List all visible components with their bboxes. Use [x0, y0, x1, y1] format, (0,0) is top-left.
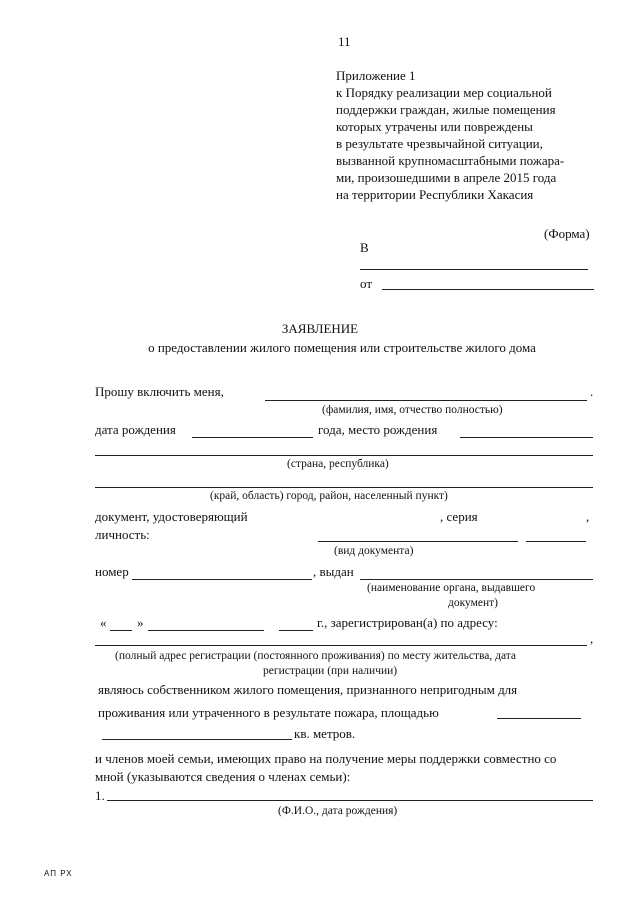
footer-code: АП РХ: [44, 869, 73, 878]
country-field[interactable]: [95, 455, 593, 456]
to-prefix: В: [360, 240, 369, 255]
request-text: Прошу включить меня,: [95, 384, 224, 399]
appendix-line: вызванной крупномасштабными пожара-: [336, 153, 565, 168]
region-caption: (край, область) город, район, населенный пункт): [210, 490, 448, 502]
issuer-caption: (наименование органа, выдавшего: [367, 582, 536, 594]
document-title: ЗАЯВЛЕНИЕ: [281, 321, 359, 336]
birth-place-label: года, место рождения: [318, 422, 438, 437]
country-caption: (страна, республика): [287, 458, 389, 470]
issue-day-field[interactable]: [110, 630, 132, 631]
area-text: проживания или утраченного в результате пожара, площадью: [98, 705, 439, 720]
family-member-field[interactable]: [107, 800, 593, 801]
document-label-cont: личность:: [95, 527, 150, 542]
from-prefix: от: [360, 276, 373, 291]
region-field[interactable]: [95, 487, 593, 488]
fio-field[interactable]: [265, 400, 587, 401]
area-value-field[interactable]: [102, 739, 292, 740]
to-recipient-field[interactable]: [360, 269, 588, 270]
issuer-caption-cont: документ): [448, 597, 499, 609]
series-field[interactable]: [526, 541, 586, 542]
address-caption: (полный адрес регистрации (постоянного проживания) по месту жительства, дата: [115, 650, 517, 662]
appendix-line: поддержки граждан, жилые помещения: [336, 102, 556, 117]
appendix-line: на территории Республики Хакасия: [336, 187, 534, 202]
appendix-line: ми, произошедшими в апреле 2015 года: [336, 170, 557, 185]
quote-close: »: [137, 615, 144, 630]
issue-year-field[interactable]: [279, 630, 313, 631]
from-applicant-field[interactable]: [382, 289, 594, 290]
family-text-cont: мной (указываются сведения о членах семьи):: [95, 769, 351, 784]
appendix-block: [336, 67, 564, 203]
appendix-line: которых утрачены или повреждены: [336, 119, 533, 134]
area-field[interactable]: [497, 718, 581, 719]
appendix-line: к Порядку реализации мер социальной: [336, 85, 552, 100]
address-caption-cont: регистрации (при наличии): [263, 665, 398, 677]
family-caption: (Ф.И.О., дата рождения): [278, 805, 398, 817]
number-label: номер: [95, 564, 129, 579]
registration-address-field[interactable]: [95, 645, 587, 646]
document-subtitle: о предоставлении жилого помещения или строительстве жилого дома: [148, 340, 536, 355]
owner-text: являюсь собственником жилого помещения, признанного непригодным для: [98, 682, 518, 697]
quote-open: «: [100, 615, 107, 630]
series-label: , серия: [440, 509, 478, 524]
birth-date-label: дата рождения: [95, 422, 176, 437]
request-end: .: [590, 384, 594, 399]
document-type-field[interactable]: [318, 541, 518, 542]
appendix-line: в результате чрезвычайной ситуации,: [336, 136, 543, 151]
family-item-number: 1.: [95, 788, 105, 803]
fio-caption: (фамилия, имя, отчество полностью): [322, 404, 503, 416]
form-label: (Форма): [544, 226, 590, 241]
family-text: и членов моей семьи, имеющих право на получение меры поддержки совместно со: [95, 751, 557, 766]
appendix-line: Приложение 1: [336, 68, 416, 83]
page-number: 11: [338, 34, 351, 49]
address-comma: ,: [590, 631, 594, 646]
issuer-field[interactable]: [360, 579, 593, 580]
series-comma: ,: [586, 509, 590, 524]
registered-label: г., зарегистрирован(а) по адресу:: [317, 615, 498, 630]
birth-place-field[interactable]: [460, 437, 593, 438]
issued-label: , выдан: [313, 564, 354, 579]
birth-date-field[interactable]: [192, 437, 313, 438]
doc-type-caption: (вид документа): [334, 545, 414, 557]
sq-meters-label: кв. метров.: [294, 726, 356, 741]
issue-month-field[interactable]: [148, 630, 264, 631]
document-label: документ, удостоверяющий: [95, 509, 248, 524]
document-number-field[interactable]: [132, 579, 312, 580]
